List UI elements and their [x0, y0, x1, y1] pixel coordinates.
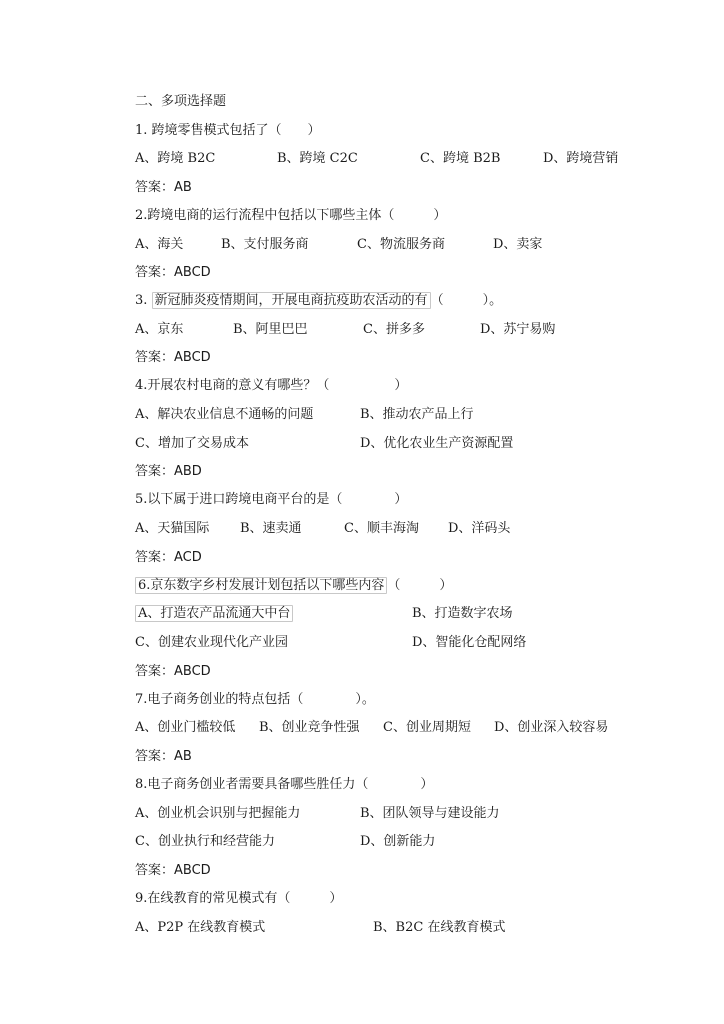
question-2-answer: 答案：ABCD: [135, 265, 211, 280]
question-9-option-b: B、B2C 在线教育模式: [373, 920, 506, 935]
question-7-option-a: A、创业门槛较低: [135, 720, 236, 735]
question-7-answer: 答案：AB: [135, 749, 192, 764]
question-8-option-b: B、团队领导与建设能力: [360, 806, 500, 821]
question-6-option-a: A、打造农产品流通大中台: [135, 605, 293, 622]
question-5-stem: 5.以下属于进口跨境电商平台的是（ ）: [135, 492, 408, 507]
question-3-number: 3.: [135, 293, 152, 308]
question-3-stem: [135, 293, 502, 309]
question-2-stem: 2.跨境电商的运行流程中包括以下哪些主体（ ）: [135, 208, 447, 223]
question-4-option-c: C、增加了交易成本: [135, 436, 249, 451]
question-4-answer: 答案：ABD: [135, 464, 202, 479]
question-1-option-a: A、跨境 B2C: [135, 151, 216, 166]
question-8-option-d: D、创新能力: [360, 834, 436, 849]
question-2-option-b: B、支付服务商: [221, 237, 309, 252]
question-8-stem: 8.电子商务创业者需要具备哪些胜任力（ ）: [135, 777, 434, 792]
question-5-option-a: A、天猫国际: [135, 521, 210, 536]
question-6-highlighted-text: 6.京东数字乡村发展计划包括以下哪些内容: [135, 577, 387, 594]
question-5-option-d: D、洋码头: [448, 521, 511, 536]
question-2-option-d: D、卖家: [493, 237, 543, 252]
question-6-answer: 答案：ABCD: [135, 664, 211, 679]
question-4-option-b: B、推动农产品上行: [360, 407, 474, 422]
question-3-stem-rest: （ ）。: [430, 293, 503, 308]
question-3-highlighted-text: 新冠肺炎疫情期间，开展电商抗疫助农活动的有: [152, 292, 431, 309]
question-3-answer: 答案：ABCD: [135, 350, 211, 365]
question-1-option-c: C、跨境 B2B: [420, 151, 501, 166]
question-5-answer: 答案：ACD: [135, 550, 202, 565]
question-2-option-c: C、物流服务商: [357, 237, 445, 252]
question-1-option-b: B、跨境 C2C: [277, 151, 358, 166]
question-3-option-c: C、拼多多: [363, 322, 425, 337]
question-5-option-c: C、顺丰海淘: [344, 521, 419, 536]
question-5-option-b: B、速卖通: [240, 521, 302, 536]
question-1-stem: 1. 跨境零售模式包括了（ ）: [135, 123, 321, 138]
question-6-option-c: C、创建农业现代化产业园: [135, 635, 288, 650]
question-7-stem: 7.电子商务创业的特点包括（ ）。: [135, 692, 375, 707]
question-7-option-d: D、创业深入较容易: [494, 720, 609, 735]
question-3-option-b: B、阿里巴巴: [233, 322, 308, 337]
question-2-option-a: A、海关: [135, 237, 184, 252]
question-6-stem-rest: （ ）: [387, 578, 453, 593]
question-6-stem: [135, 578, 452, 594]
question-1-answer: 答案：AB: [135, 180, 192, 195]
question-6-option-a-wrap: [135, 606, 293, 622]
question-7-option-c: C、创业周期短: [383, 720, 471, 735]
question-8-option-a: A、创业机会识别与把握能力: [135, 806, 301, 821]
question-9-option-a: A、P2P 在线教育模式: [135, 920, 266, 935]
question-7-option-b: B、创业竞争性强: [259, 720, 360, 735]
question-4-option-a: A、解决农业信息不通畅的问题: [135, 407, 314, 422]
question-1-option-d: D、跨境营销: [543, 151, 619, 166]
question-6-option-d: D、智能化仓配网络: [412, 635, 527, 650]
question-3-option-a: A、京东: [135, 322, 184, 337]
question-8-answer: 答案：ABCD: [135, 863, 211, 878]
question-4-option-d: D、优化农业生产资源配置: [360, 436, 514, 451]
section-title: 二、多项选择题: [135, 94, 227, 109]
question-6-option-b: B、打造数字农场: [412, 606, 513, 621]
question-3-option-d: D、苏宁易购: [480, 322, 556, 337]
question-8-option-c: C、创业执行和经营能力: [135, 834, 275, 849]
question-4-stem: 4.开展农村电商的意义有哪些？（ ）: [135, 378, 408, 393]
question-9-stem: 9.在线教育的常见模式有（ ）: [135, 891, 343, 906]
